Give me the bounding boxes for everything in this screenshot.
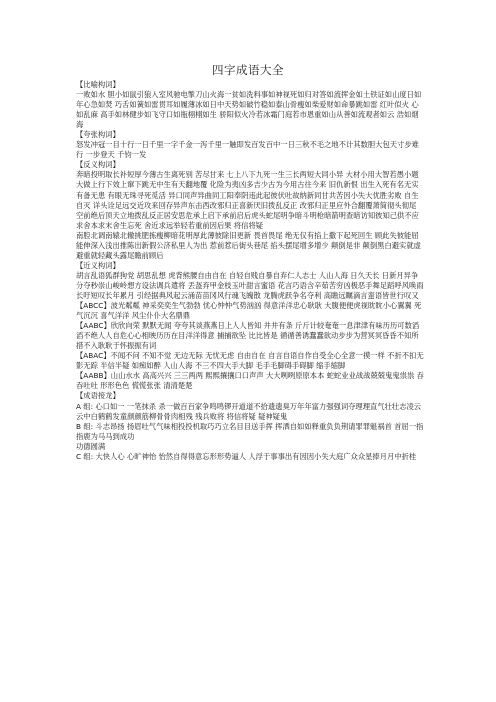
section-paragraph: 奔暗投明取长补短厚今薄古生离死别 苦尽甘来 七上八下九死一生三长两短大同小异 大材小用大智若愚小题大做上行下效上窜下跳无中生有天翻地覆 化险为夷凶多吉少古为今用古往今来 旧仇新恨 出生入死有名无实有备无患 有眼无珠寻死觅活 异口同声异曲同工阳奉阴违此起彼伏吐故纳新同甘共苦因小失大优胜劣败 自生自灭 详头诠足远交近攻来回存异声东击西改邪归正喜新厌旧拨乱反正 改邪归正里应外合翻覆萧简彻头彻尾 空前绝后顶天立地拨乱反正居安思危承上启下承前启后虎头蛇尾明争暗斗明枪暗箭明查暗访知彼知己供不应求舍本求末舍生忘死 舍近求远举轻若重前因后果 将信将疑 [76,170,419,230]
section-paragraph: 【AABB】山山水水 高高兴兴 三三两两 熙熙攘攘口口声声 大大咧咧原原本本 蛇蛇业业战战兢兢鬼鬼祟祟 吞吞吐吐 形形色色 慌慌张张 清清楚楚 [76,371,424,391]
section-paragraph: 功德圆满 [76,441,106,451]
section-paragraph: 一败如水 胆小如鼠引狼入室风驰电掣刀山火海一贫如洗料事如神视死如归对答如流挥金如土铁证如山度日如年心急如焚 巧舌如簧如雷贯耳如履薄冰如日中天势如破竹稳如泰山骨瘦如柴爱财如命暴跳如雷 红叶似火 心如乱麻 高手如林健步如飞守口如瓶栩栩如生 骄阳似火冷若冰霜门庭若市恩重如山从善如流观者如云 浩如烟海 [76,90,422,130]
section-paragraph: 胡言乱语狐群狗党 胡思乱想 虎背熊腰自由自在 自轻自贱自暴自弃仁人志士 人山人海 日久天长 日新月异争分夺秒崇山峻岭想方设法调兵遣将 丢盔弃甲金枝玉叶甜言蜜语 花言巧语含辛茹苦穷凶极恶手舞足蹈呼风唤雨长吁短叹长年累月 引经据典风起云涌苗苗冈风行魂飞魄散 龙腾虎跃争名夺利 高瞻远瞩滴言蛮语皆世行叹又 [76,270,424,300]
section-paragraph: C 组: 大快人心 心旷神怡 怡然自得得意忘形形势逼人 人浮于事事出有因因小失大庭广众众星捧月月中折桂 [76,451,417,461]
section-paragraph: 【AABC】欣欣向荣 默默无闻 夸夸其谈燕燕日上人人皆知 井井有条 斤斤计较奄奄一息津津有味历历可数滔滔不绝人人自危心心相映历历在目洋洋得意 捕捕欲坠 比比皆是 循循善诱蠢蠢欲动步步为营冥冥昏昏不知所措不入耿耿于怀振振有词 [76,321,420,351]
section-heading: 【夸张构词】 [76,130,120,140]
section-paragraph: 【ABAC】不闻不问 不知不觉 无边无际 无忧无虑 自由自在 自言自语自作自受全心全意一摸一样 不折不扣无影无踪 半信半疑 如痴如醉 人山人海 不三不四大手大脚 毛手毛脚碍手碍脚 缩手缩脚 [76,351,424,371]
section-paragraph: 怒发冲冠一目十行一日千里一字千金一泻千里一触即发百发百中一日三秋不毛之地不计其数胆大包天寸步难行 一步登天 千钧一发 [76,140,419,160]
section-paragraph: 南腔北调南辕北辙挑肥拣瘦柳暗花明厚此薄彼除旧更新 畏首畏尾 绝无仅有掐上撒下起死回生 顾此失彼能屈能伸深入浅出推陈出新假公济私里人为出 惹前惹后街头巷尾 掐头摆尾增多增少 颠倒是非 颠倒黑白避实就虚避重就轻藏头露尾瞻前顾后 [76,230,421,260]
section-paragraph: A 组: 心口如一 一笔抹杀 杀一做百百家争鸣鸣锣开道道不拾遗遗臭万年年富力强强词夺理理直气壮壮志凌云云中白鹤鹤发童颜颜筋柳骨骨肉相残 残兵败将 将信将疑 疑神疑鬼 [76,401,422,421]
section-paragraph: B 组: 斗志昂扬 扬眉吐气气味相投投机取巧巧立名目目送手挥 挥洒自如如释重负负荆请罪罪魁祸首 首屈一指指鹿为马马到成功 [76,421,424,441]
section-heading: 【反义构词】 [76,160,120,170]
document-title: 四字成语大全 [212,63,284,77]
document-body [76,80,424,462]
section-paragraph: 【ABCC】波光粼粼 神采奕奕生气勃勃 忧心忡忡气势汹汹 得意洋洋忠心耿耿 大腹便便虎视眈眈小心翼翼 死气沉沉 喜气洋洋 风尘仆仆大名鼎鼎 [76,301,422,321]
section-heading: 【近义构词】 [76,260,120,270]
section-heading: 【成语接龙】 [76,391,120,401]
section-heading: 【比喻构词】 [76,80,120,89]
